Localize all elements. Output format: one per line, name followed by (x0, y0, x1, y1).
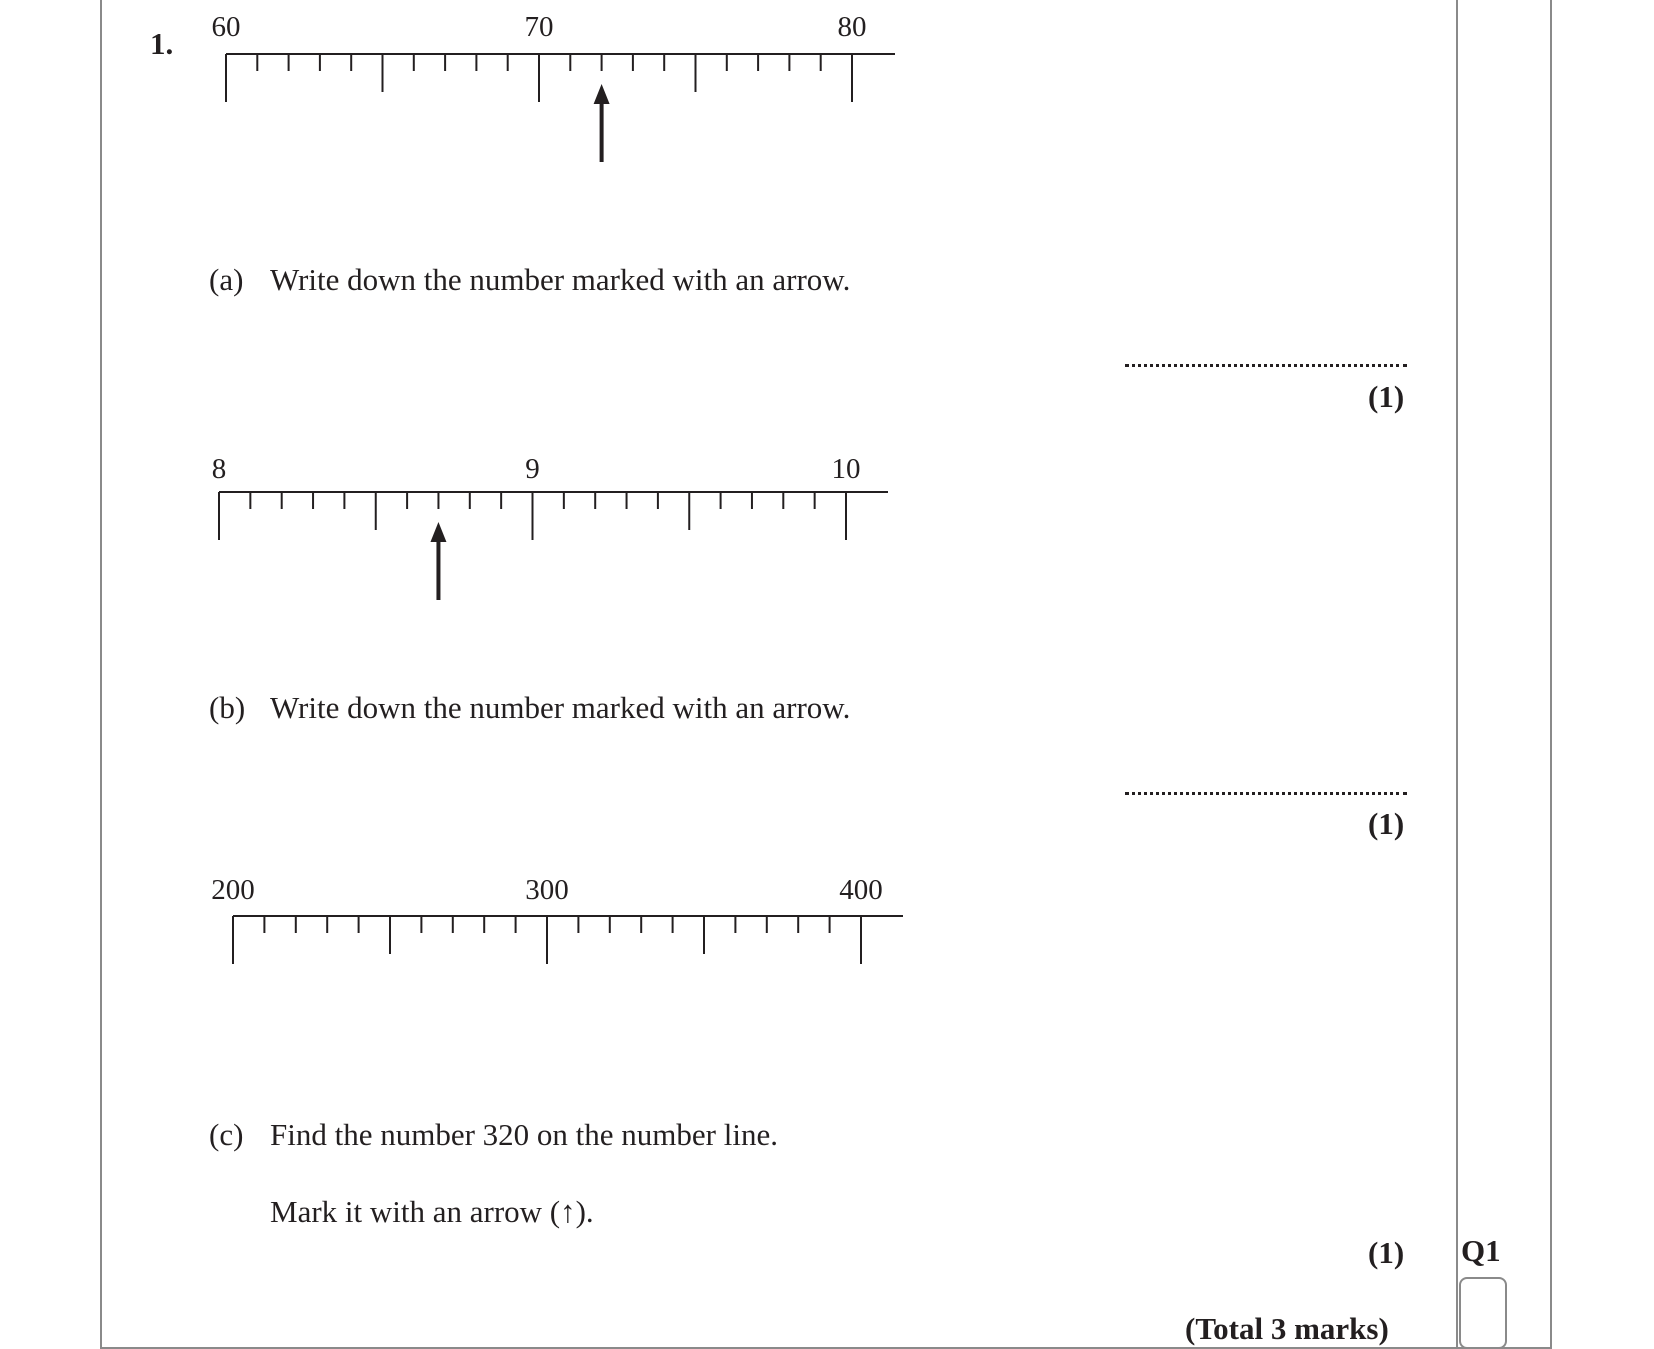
margin-question-label: Q1 (1461, 1233, 1501, 1268)
part-c-instruction: Mark it with an arrow (↑). (270, 1194, 594, 1229)
tick-label: 200 (211, 874, 255, 906)
tick-label: 70 (524, 11, 554, 43)
marks-c: (1) (1368, 1235, 1405, 1270)
tick-label: 10 (831, 453, 861, 485)
tick-label: 60 (211, 11, 241, 43)
tick-label: 400 (839, 874, 883, 906)
marks-b: (1) (1368, 806, 1405, 841)
part-a-text: Write down the number marked with an arrow. (270, 262, 851, 297)
tick-label: 8 (211, 453, 227, 485)
part-b-text: Write down the number marked with an arrow. (270, 690, 851, 725)
marks-a: (1) (1368, 379, 1405, 414)
tick-label: 80 (837, 11, 867, 43)
tick-label: 300 (525, 874, 569, 906)
part-a-label: (a) (209, 262, 244, 297)
question-number: 1. (150, 26, 174, 61)
part-c-text: Find the number 320 on the number line. (270, 1117, 778, 1152)
total-marks: (Total 3 marks) (1185, 1311, 1389, 1346)
part-b-label: (b) (209, 690, 246, 725)
tick-label: 9 (525, 453, 540, 485)
score-box[interactable] (1459, 1277, 1507, 1349)
part-c-label: (c) (209, 1117, 244, 1152)
